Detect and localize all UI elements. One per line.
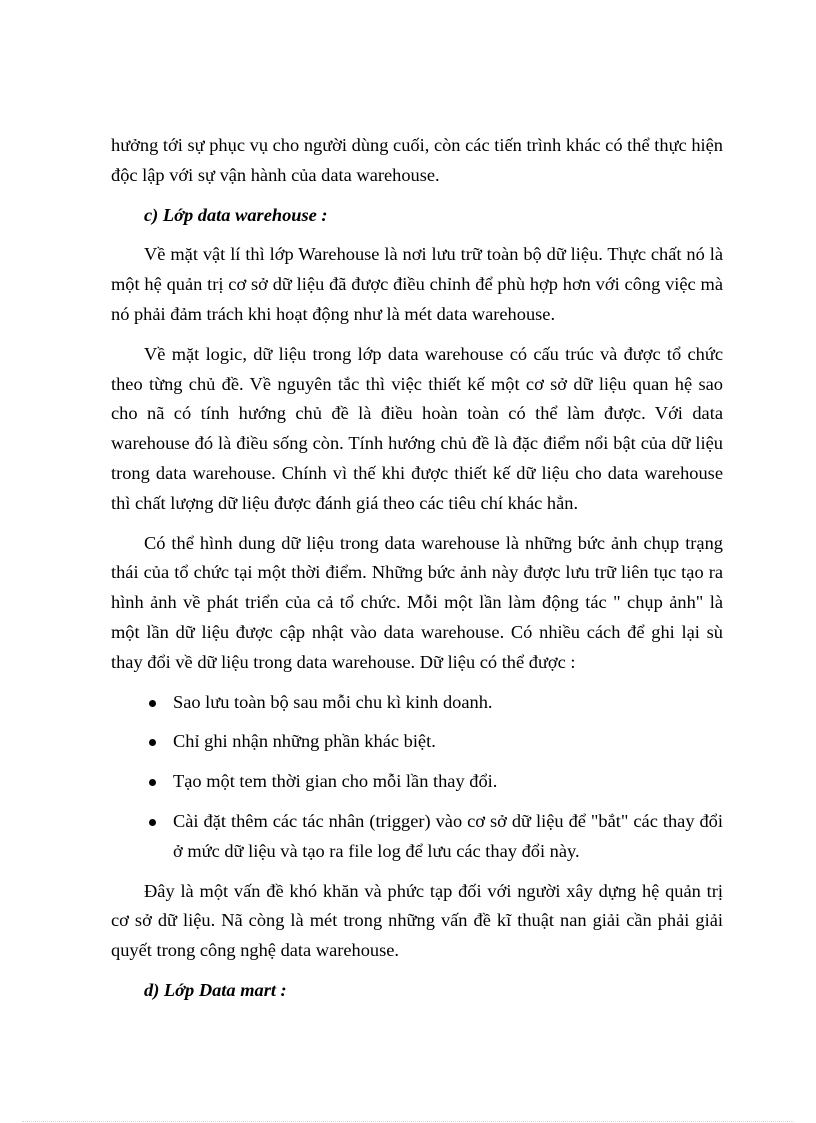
bullet-list <box>111 688 723 867</box>
list-item <box>111 767 723 797</box>
paragraph-physical: Về mặt vật lí thì lớp Warehouse là nơi lưu trữ toàn bộ dữ liệu. Thực chất nó là một hệ quản trị cơ sở dữ liệu đã được điều chỉnh để phù hợp hơn với công việc mà nó phải đảm trách khi hoạt động như là mét data warehouse. <box>111 244 723 324</box>
paragraph-continuation: hưởng tới sự phục vụ cho người dùng cuối, còn các tiến trình khác có thể thực hiện độc lập với sự vận hành của data warehouse. <box>111 135 723 185</box>
bullet-dot-icon <box>149 819 156 826</box>
page-bottom-divider <box>22 1121 794 1122</box>
page-body <box>111 131 723 1016</box>
section-heading-c: c) Lớp data warehouse : <box>144 204 328 225</box>
section-heading-d: d) Lớp Data mart : <box>144 979 287 1000</box>
paragraph-logic: Về mặt logic, dữ liệu trong lớp data warehouse có cấu trúc và được tổ chức theo từng chủ đề. Về nguyên tắc thì việc thiết kế một cơ sở dữ liệu quan hệ sao cho nã có tính hướng chủ đề là điều hoàn toàn có thể làm được. Với data warehouse đó là điều sống còn. Tính hướng chủ đề là đặc điểm nổi bật của dữ liệu trong data warehouse. Chính vì thế khi được thiết kế dữ liệu cho data warehouse thì chất lượng dữ liệu được đánh giá theo các tiêu chí khác hẳn. <box>111 343 723 513</box>
paragraph-snapshot: Có thể hình dung dữ liệu trong data warehouse là những bức ảnh chụp trạng thái của tổ chức tại một thời điểm. Những bức ảnh này được lưu trữ liên tục tạo ra hình ảnh về phát triển của cả tổ chức. Mỗi một lần làm động tác " chụp ảnh" là một lần dữ liệu được cập nhật vào data warehouse. Có nhiều cách để ghi lại sù thay đổi về dữ liệu trong data warehouse. Dữ liệu có thể được : <box>111 532 723 672</box>
list-item <box>111 688 723 718</box>
list-item <box>111 807 723 867</box>
list-item-text: Tạo một tem thời gian cho mỗi lần thay đổi. <box>173 771 498 792</box>
paragraph-difficulty: Đây là một vấn đề khó khăn và phức tạp đối với người xây dựng hệ quản trị cơ sở dữ liệu. Nã còng là mét trong những vấn đề kĩ thuật nan giải cần phải giải quyết trong công nghệ data warehouse. <box>111 880 723 961</box>
bullet-dot-icon <box>149 779 156 786</box>
list-item-text: Sao lưu toàn bộ sau mỗi chu kì kinh doanh. <box>173 691 493 712</box>
list-item <box>111 727 723 757</box>
list-item-text: Cài đặt thêm các tác nhân (trigger) vào cơ sở dữ liệu để "bắt" các thay đổi ở mức dữ liệu và tạo ra file log để lưu các thay đổi này. <box>173 810 723 861</box>
bullet-dot-icon <box>149 739 156 746</box>
list-item-text: Chỉ ghi nhận những phần khác biệt. <box>173 731 436 752</box>
bullet-dot-icon <box>149 700 156 707</box>
